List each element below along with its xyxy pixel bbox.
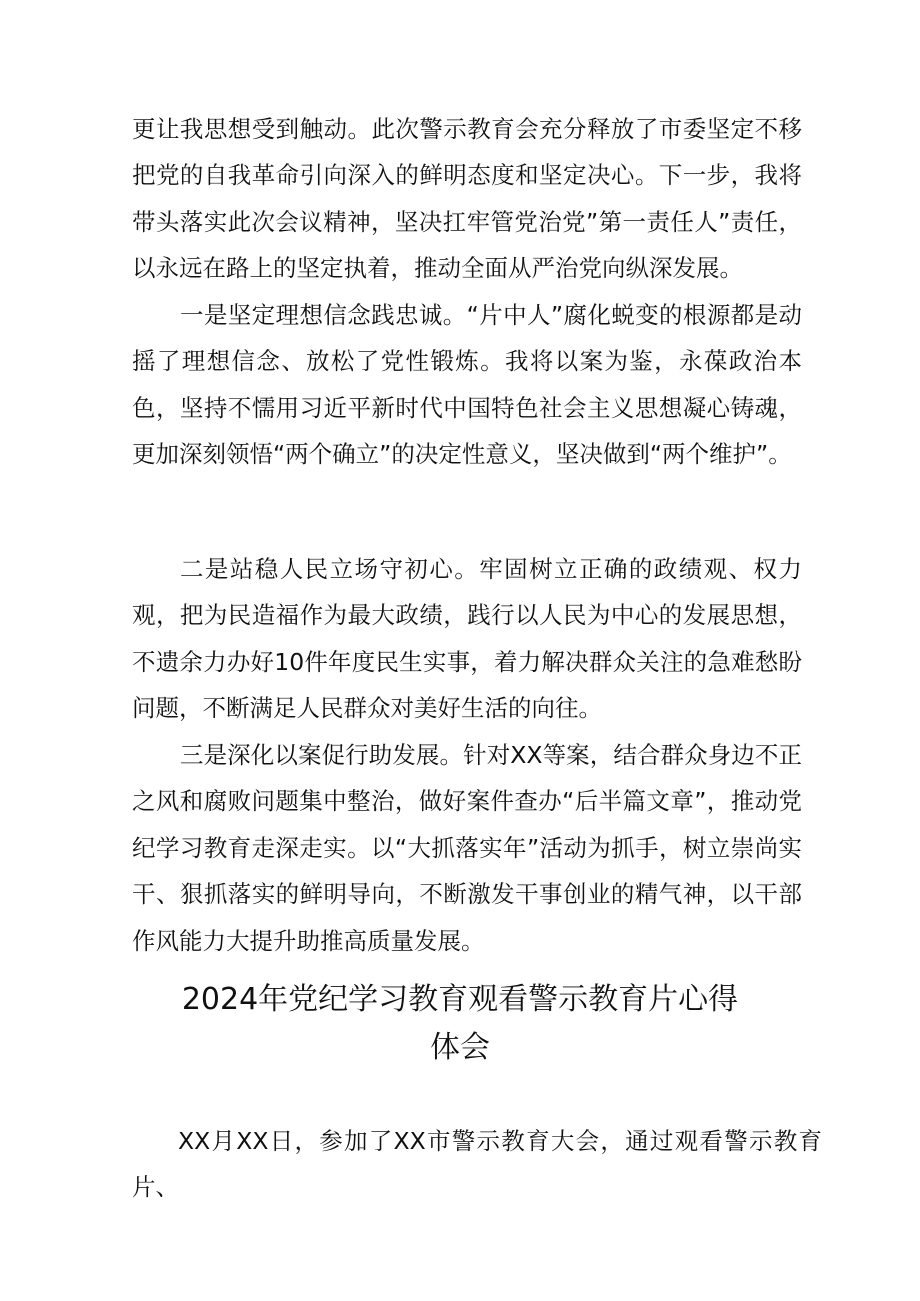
paragraph-ideals-and-loyalty: 一是坚定理想信念践忠诚。“片中人”腐化蜕变的根源都是动摇了理想信念、放松了党性锻炼。我将以案为鉴，永葆政治本色，坚持不懦用习近平新时代中国特色社会主义思想凝心铸魂，更加深刻领悟“两个确立”的决定性意义，坚决做到“两个维护”。 (132, 301, 802, 469)
document-title-line-1: 2024年党纪学习教育观看警示教育片心得 (181, 982, 739, 1017)
document-title-line-2: 体会 (430, 1030, 490, 1065)
paragraph-opening: XX月XX日，参加了XX市警示教育大会，通过观看警示教育片、 (132, 1127, 822, 1202)
paragraph-case-lessons: 三是深化以案促行助发展。针对XX等案，结合群众身边不正之风和腐败问题集中整治，做好案件查办“后半篇文章”，推动党纪学习教育走深走实。以“大抓落实年”活动为抓手，树立崇尚实干、狠抓落实的鲜明导向，不断激发干事创业的精气神，以干部作风能力大提升助推高质量发展。 (132, 741, 802, 955)
document-title (110, 976, 810, 1072)
paragraph-people-stance: 二是站稳人民立场守初心。牢固树立正确的政绩观、权力观，把为民造福作为最大政绩，践行以人民为中心的发展思想，不遗余力办好10件年度民生实事，着力解决群众关注的急难愁盼问题，不断满足人民群众对美好生活的向往。 (132, 555, 802, 723)
paragraph-continued-commitment: 更让我思想受到触动。此次警示教育会充分释放了市委坚定不移把党的自我革命引向深入的鲜明态度和坚定决心。下一步，我将带头落实此次会议精神，坚决扛牢管党治党”第一责任人”责任，以永远在路上的坚定执着，推动全面从严治党向纵深发展。 (132, 115, 802, 283)
